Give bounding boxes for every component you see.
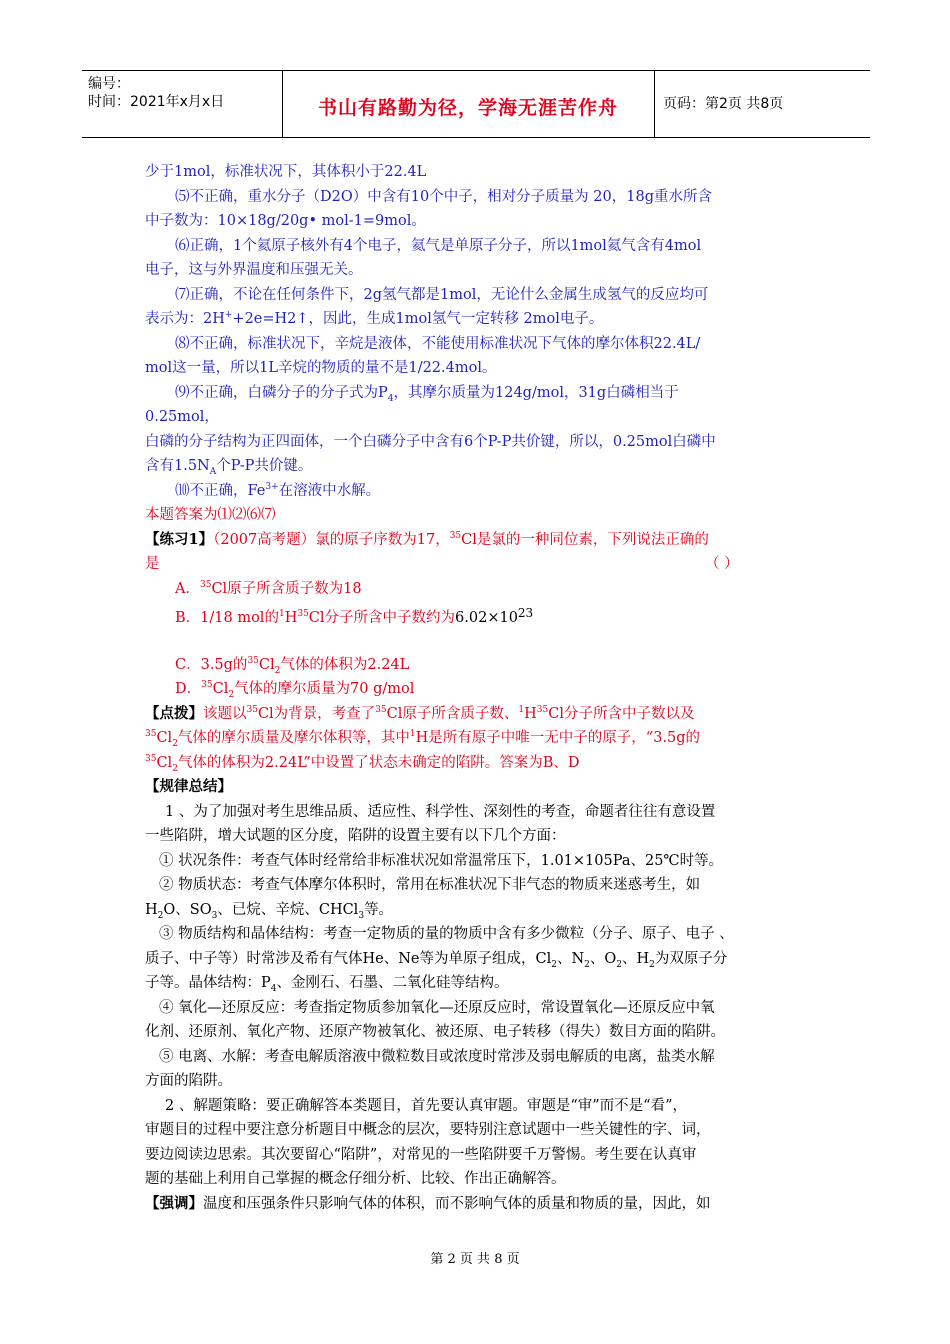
text-line: 一些陷阱，增大试题的区分度，陷阱的设置主要有以下几个方面： [145,828,566,844]
header-motto-cell [282,71,655,137]
exercise-question-cont: 是 （ ） [145,552,810,577]
number-label: 编号： [88,76,130,92]
text-line: 质子、中子等）时常涉及希有气体He、Ne等为单原子组成，$Cl_2$、$N_2$、$O_2$、$H_2$为双原子分 [145,950,728,970]
header-page-cell [655,71,870,137]
header-info-cell [82,71,283,137]
text-line: 子等。晶体结构：$P_4$、金刚石、石墨、二氧化硅等结构。 [145,975,509,994]
text-line: ⑺正确，不论在任何条件下，2g氢气都是1mol，无论什么金属生成氢气的反应均可 [175,286,709,303]
option-b: B．1/18 mol的$^1H^{35}Cl$分子所含中子数约为$6.02\times 10^{23}$ [175,606,534,626]
text-line: 2 、解题策略：要正确解答本类题目，首先要认真审题。审题是“审”而不是“看”， [165,1097,687,1114]
text-line: 方面的陷阱。 [145,1073,232,1089]
document-body [145,160,810,1216]
text-line: 审题目的过程中要注意分析题目中概念的层次，要特别注意试题中一些关键性的字、词， [145,1122,711,1138]
text-line: mol这一量，所以1L辛烷的物质的量不是1/22.4mol。 [145,360,497,376]
text-line: 少于1mol，标准状况下，其体积小于22.4L [145,164,427,180]
emphasis-line: 【强调】温度和压强条件只影响气体的体积，而不影响气体的质量和物质的量，因此，如 [145,1194,711,1212]
answer-bracket: （ ） [705,556,739,572]
text-line: 中子数为：10×18g/20g• mol-1=9mol。 [145,213,426,229]
text-line: 题的基础上利用自己掌握的概念仔细分析、比较、作出正确解答。 [145,1171,566,1187]
answer-line: 本题答案为⑴⑵⑹⑺ [145,507,276,523]
page-label: 页码：第2页 共8页 [663,96,784,112]
text-line: ① 状况条件：考查气体时经常给非标准状况如常温常压下，1.01×105Pa、25℃时等。 [159,852,724,869]
option-c: C．3.5g的$^{35}Cl_2$气体的体积为2.24L [175,655,410,676]
text-line: ⑻不正确，标准状况下，辛烷是液体，不能使用标准状况下气体的摩尔体积22.4L/ [175,335,701,352]
text-line: 化剂、还原剂、氧化产物、还原产物被氧化、被还原、电子转移（得失）数目方面的陷阱。 [145,1024,725,1040]
text-line: 电子，这与外界温度和压强无关。 [145,262,363,278]
text-line: ⑹正确，1个氦原子核外有4个电子，氦气是单原子分子，所以1mol氦气含有4mol [175,237,702,254]
page-header [82,70,870,138]
text-line: ④ 氧化—还原反应：考查指定物质参加氧化—还原反应时，常设置氧化—还原反应中氧 [159,999,715,1016]
text-line: 白磷的分子结构为正四面体，一个白磷分子中含有6个P-P共价键，所以，0.25mol白磷中 [145,433,716,450]
section-heading: 【规律总结】 [145,778,232,795]
date-label: 时间：2021年x月x日 [88,94,225,110]
text-line: 要边阅读边思索。其次要留心“陷阱”，对常见的一些陷阱要千万警惕。考生要在认真审 [145,1146,697,1163]
tip-line: 【点拨】该题以$^{35}$Cl为背景，考查了$^{35}$Cl原子所含质子数、$^1H^{35}Cl$分子所含中子数以及 [145,704,695,722]
text-line: ⑼不正确，白磷分子的分子式为$P_4$，其摩尔质量为124g/mol，31g白磷相当于 [175,384,679,404]
text-line: ⑤ 电离、水解：考查电解质溶液中微粒数目或浓度时常涉及弱电解质的电离，盐类水解 [159,1048,715,1065]
text-line: 含有$1.5N_A$个P-P共价键。 [145,458,313,477]
option-d: D．$^{35}Cl_2$气体的摩尔质量为70 g/mol [175,680,415,700]
motto: 书山有路勤为径，学海无涯苦作舟 [317,97,618,119]
text-line: ⑸不正确，重水分子（D2O）中含有10个中子，相对分子质量为 20，18g重水所含 [175,188,712,205]
text-line: 0.25mol， [145,409,219,425]
text-line: 表示为：2H++2e=H2↑，因此，生成1mol氢气一定转移 2mol电子。 [145,310,604,327]
page-footer: 第 2 页 共 8 页 [430,1252,520,1267]
text-line: $H_2O$、$SO_3$、已烷、辛烷、CHCl$_3$等。 [145,901,394,921]
text-line: ③ 物质结构和晶体结构：考查一定物质的量的物质中含有多少微粒（分子、原子、电子 、 [159,926,734,942]
text-line: ⑽不正确，$Fe^{3+}$在溶液中水解。 [175,481,381,499]
tip-line: $^{35}Cl_2$气体的体积为2.24L”中设置了状态未确定的陷阱。答案为B、D [145,753,580,774]
text-line: ② 物质状态：考查气体摩尔体积时，常用在标准状况下非气态的物质来迷惑考生，如 [159,877,701,893]
exercise-question: 【练习1】（2007高考题）氯的原子序数为17，$^{35}$Cl是氯的一种同位素，下列说法正确的 [145,530,709,548]
tip-line: $^{35}Cl_2$气体的摩尔质量及摩尔体积等，其中$^1$H是所有原子中唯一无中子的原子，“3.5g的 [145,729,701,749]
option-a: A．$^{35}$Cl原子所含质子数为18 [175,579,362,597]
text-line: 1 、为了加强对考生思维品质、适应性、科学性、深刻性的考查，命题者往往有意设置 [165,803,716,820]
